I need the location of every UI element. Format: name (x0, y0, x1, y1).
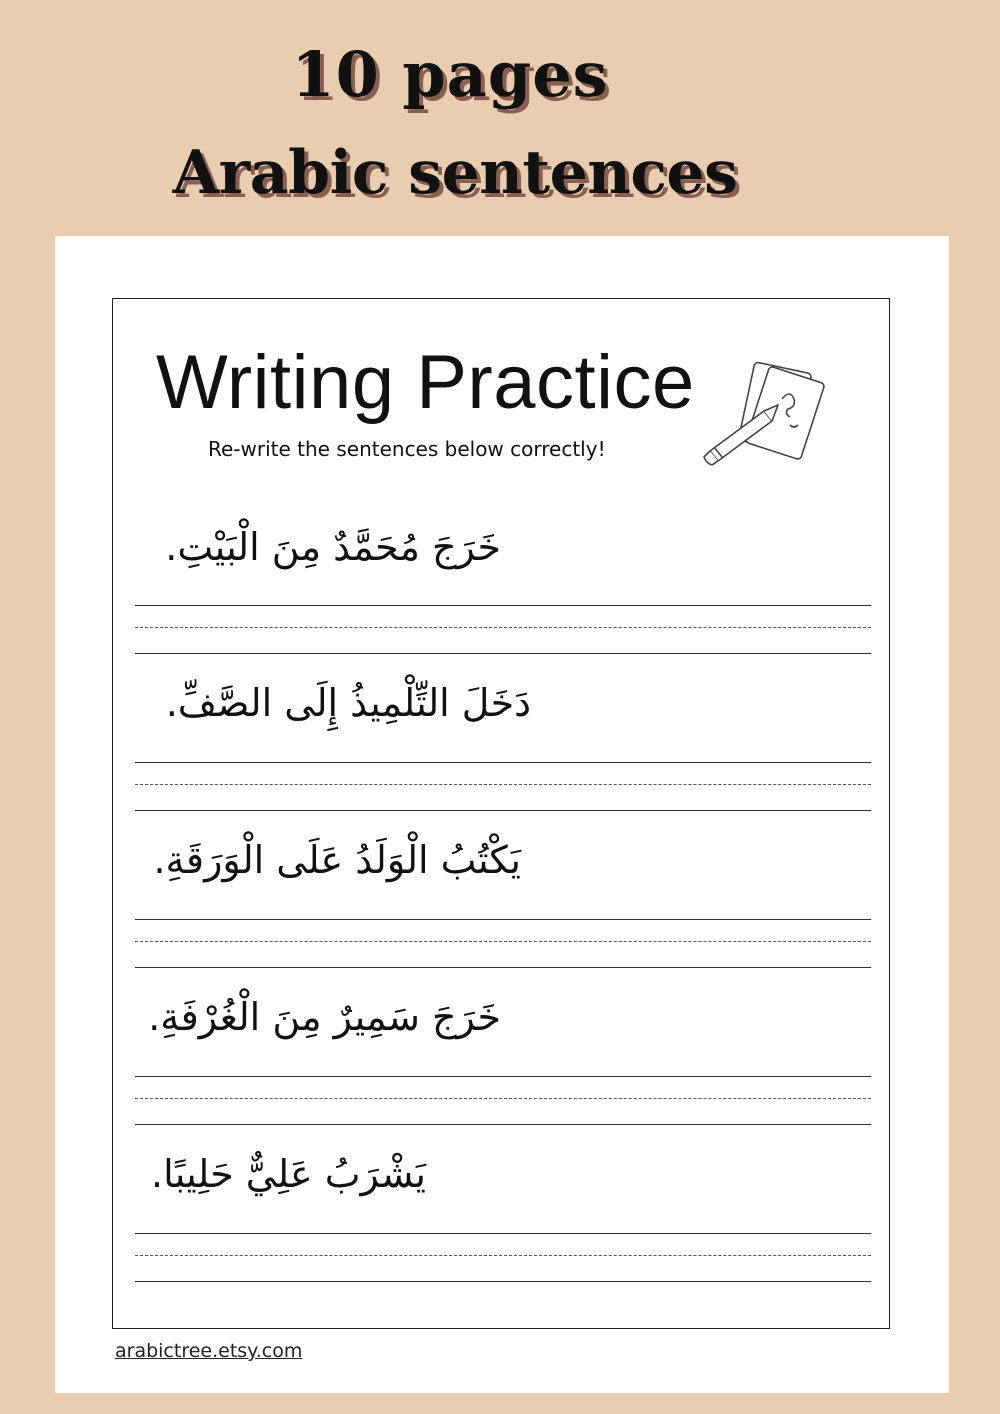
arabic-sentence: خَرَجَ سَمِيرٌ مِنَ الْغُرْفَةِ. (148, 995, 501, 1039)
writing-line-base[interactable] (135, 1281, 871, 1282)
arabic-sentence: يَشْرَبُ عَلِيٌّ حَلِيبًا. (151, 1152, 426, 1196)
arabic-sentence: يَكْتُبُ الْوَلَدُ عَلَى الْوَرَقَةِ. (153, 838, 521, 882)
writing-line-base[interactable] (135, 967, 871, 968)
writing-line-base[interactable] (135, 810, 871, 811)
writing-line-top[interactable] (135, 1233, 871, 1234)
worksheet-instructions: Re-write the sentences below correctly! (208, 437, 606, 461)
writing-line-top[interactable] (135, 919, 871, 920)
exercise-5 (135, 1144, 871, 1294)
arabic-sentence: خَرَجَ مُحَمَّدٌ مِنَ الْبَيْتِ. (165, 525, 501, 569)
writing-line-top[interactable] (135, 605, 871, 606)
writing-line-midline (135, 1098, 871, 1099)
writing-line-midline (135, 784, 871, 785)
writing-line-top[interactable] (135, 1076, 871, 1077)
worksheet-page (55, 236, 949, 1393)
writing-line-base[interactable] (135, 1124, 871, 1125)
shop-link[interactable]: arabictree.etsy.com (115, 1340, 303, 1362)
exercise-2 (135, 673, 871, 823)
exercise-1 (135, 517, 871, 667)
pencil-and-cards-icon (698, 359, 828, 469)
headline-topic: Arabic sentences (172, 138, 738, 208)
writing-line-midline (135, 941, 871, 942)
headline-pages: 10 pages (291, 38, 609, 111)
writing-line-top[interactable] (135, 762, 871, 763)
writing-line-midline (135, 627, 871, 628)
exercise-3 (135, 830, 871, 980)
exercise-4 (135, 987, 871, 1137)
worksheet-title: Writing Practice (156, 340, 695, 425)
worksheet-frame (112, 298, 890, 1329)
writing-line-base[interactable] (135, 653, 871, 654)
arabic-sentence: دَخَلَ التِّلْمِيذُ إِلَى الصَّفِّ. (165, 681, 531, 725)
writing-line-midline (135, 1255, 871, 1256)
